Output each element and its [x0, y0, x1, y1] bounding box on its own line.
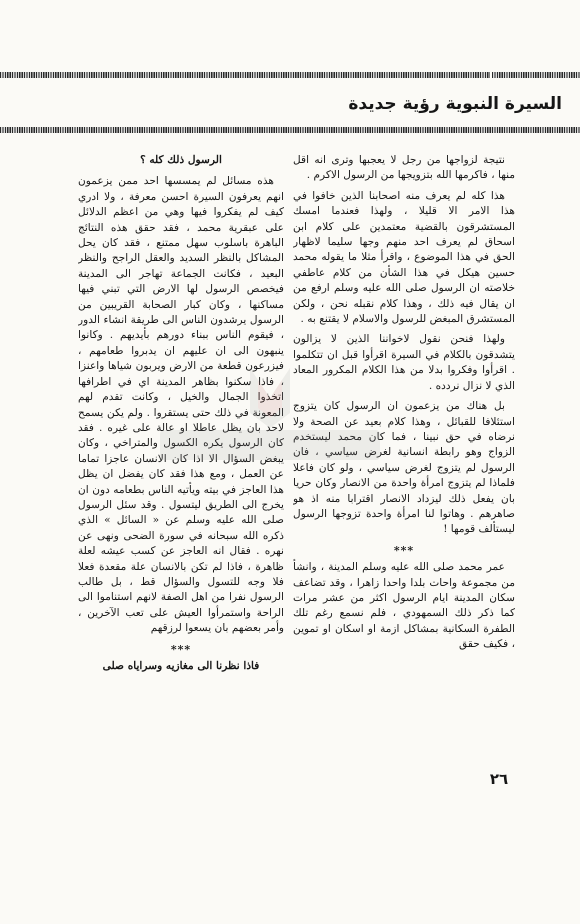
page-number: ٢٦ [489, 770, 509, 788]
title-rule [0, 127, 580, 133]
left-column [78, 153, 284, 775]
paragraph: عمر محمد صلى الله عليه وسلم المدينة ، وانشأ من مجموعة واحات بلدا واحدا زاهرا ، وقد تضاعف سكان المدينة ايام الرسول اكثر من عشر مرات كما ذكر ذلك السمهودي ، فلم نسمع رغم تلك الطفرة السكانية بمشاكل ازمة او اسكان او تموين ، فكيف حقق [293, 561, 515, 651]
section-separator: *** [393, 543, 415, 557]
paragraph: هذه مسائل لم يمسسها احد ممن يزعمون انهم يعرفون السيرة احسن معرفة ، ولا ادري كيف لم يفكروا فيها وهي من اعظم الدلائل على عبقرية محمد ، فقد حقق هذه النتائج الباهرة باسلوب سهل ممتنع ، فقد كان يحل المشاكل بالنظر السديد والعقل الراجح والنظر البعيد ، فكانت الجماعة تهاجر الى المدينة فيخصص الرسول لها الارض التي تبني فيها مساكنها ، وكان كبار الصحابة القريبين من الرسول يرشدون الناس الى طريقة انشاء الدور ، فيقوم الناس ببناء دورهم بأيديهم . وكانوا ينبهون الى ان عليهم ان يدبروا طعامهم ، فيزرعون قطعة من الارض ويربون شياها واعنزا ، فاذا سكنوا بظاهر المدينة اي في اطرافها اتخذوا الجمال والخيل ، وكانت تقدم لهم المعونة في ذلك حتى يستقروا . ولم يكن يسمح لاحد بان يظل عاطلا او عالة على غيره . فقد كان الرسول يكره الكسول والمتراخي ، وكان يبغض السؤال الا اذا كان الانسان عاجزا تماما عن العمل ، ومع هذا فقد كان يفضل ان يظل هذا العاجز في بيته ويأتيه الناس بطعامه دون ان يخرج الى الطريق ليتسول . وقد سئل الرسول صلى الله عليه وسلم عن « السائل » الذي ذكره الله سبحانه في سورة الضحى ونهى عن نهره . فقال انه العاجز عن كسب عيشه لعلة ظاهرة ، فاذا لم تكن بالانسان علة مقعدة فعلا فلا وجه للتسول والسؤال قط ، بل طالب الرسول نفرا من اهل الصفة لانهم استناموا الى الراحة واستمرأوا العيش على تعب الآخرين ، وأمر بعضهم بان يسعوا لرزقهم [78, 175, 284, 635]
running-title: السيرة النبوية رؤية جديدة [348, 94, 562, 114]
paragraph: ولهذا فنحن نقول لاخواننا الذين لا يزالون يتشدقون بالكلام في السيرة اقرأوا قبل ان تتكلموا . اقرأوا وفكروا بدلا من هذا الكلام المكرور المعاد الذي لا نزال نردده . [293, 333, 515, 392]
top-rule-end [492, 72, 580, 78]
section-separator: *** [170, 642, 192, 656]
column-heading: الرسول ذلك كله ؟ [140, 154, 222, 166]
top-rule [0, 72, 490, 78]
closing-line: فاذا نظرنا الى مغازيه وسراياه صلى [102, 660, 260, 672]
right-column [293, 153, 515, 775]
paragraph: هذا كله لم يعرف منه اصحابنا الذين خافوا في هذا الامر الا قليلا ، ولهذا فعندما امسك المستشرقون بالقضية معتمدين على كلام ابن اسحاق لم يعرف احد منهم وجها سليما لاظهار الحق في هذا الموضوع ، واقرأ مثلا ما يقوله محمد حسين هيكل في هذا الشأن من كلام عاطفي خلاصته ان الرسول صلى الله عليه وسلم ارفع من ان يقال فيه ذلك ، وهذا كلام نقبله نحن ، ولكن المستشرق المبغض للرسول والاسلام لا يقتنع به . [293, 189, 515, 326]
paragraph: نتيجة لزواجها من رجل لا يعجبها وترى انه اقل منها ، فاكرمها الله بتزويجها من الرسول الاكرم . [293, 154, 515, 182]
paragraph: بل هناك من يزعمون ان الرسول كان يتزوج استئلافا للقبائل ، وهذا كلام بعيد عن الصحة ولا نرضاه في حق نبينا ، فما كان محمد ليستخدم الزواج وهو رابطة انسانية لغرض سياسي ، فان الرسول لم يتزوج لغرض سياسي ، ولو كان فاعلا فلماذا لم يتزوج امرأة واحدة من الانصار وكان حريا بان يفعل ذلك ليزداد الانصار اقترابا منه اذ هو صاهرهم . وهاتوا لنا امرأة واحدة تزوجها الرسول ليستألف قومها ! [293, 400, 515, 536]
